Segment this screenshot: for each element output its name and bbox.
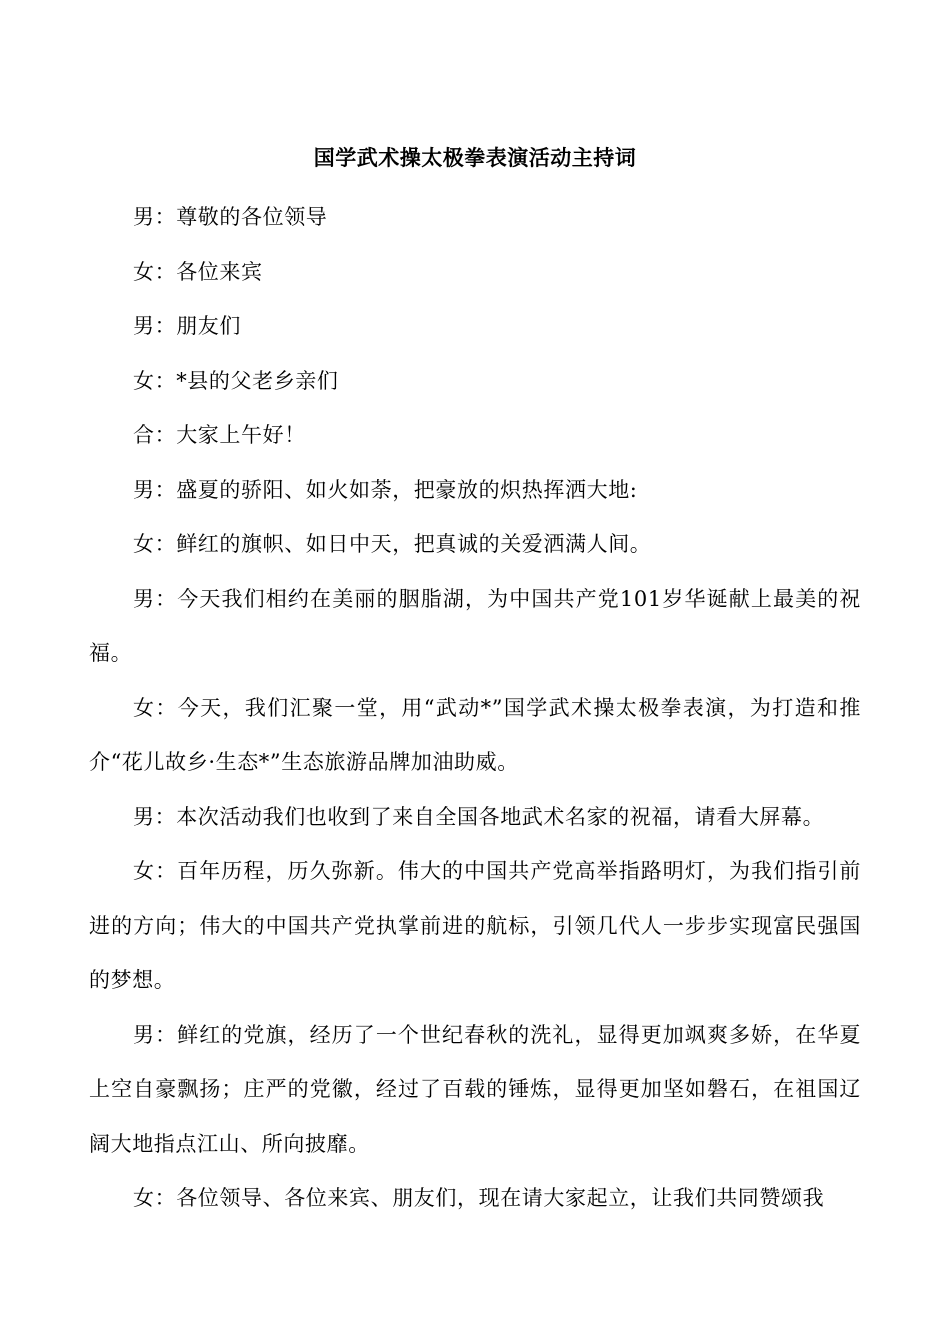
document-body xyxy=(89,190,861,1226)
paragraph: 合：大家上午好！ xyxy=(133,423,306,447)
paragraph: 男：朋友们 xyxy=(133,314,241,338)
paragraph: 男：鲜红的党旗，经历了一个世纪春秋的洗礼，显得更加飒爽多娇，在华夏上空自豪飘扬；庄严的党徽，经过了百载的锤炼，显得更加坚如磐石，在祖国辽阔大地指点江山、所向披靡。 xyxy=(89,1022,861,1156)
paragraph: 男：尊敬的各位领导 xyxy=(133,205,328,229)
paragraph: 女：百年历程，历久弥新。伟大的中国共产党高举指路明灯，为我们指引前进的方向；伟大的中国共产党执掌前进的航标，引领几代人一步步实现富民强国的梦想。 xyxy=(89,859,861,992)
paragraph: 女：鲜红的旗帜、如日中天，把真诚的关爱洒满人间。 xyxy=(133,532,652,556)
paragraph: 女：各位领导、各位来宾、朋友们，现在请大家起立，让我们共同赞颂我 xyxy=(133,1186,825,1210)
paragraph: 女：今天，我们汇聚一堂，用“武动*”国学武术操太极拳表演，为打造和推介“花儿故乡·生态*”生态旅游品牌加油助威。 xyxy=(89,695,861,774)
paragraph: 女：各位来宾 xyxy=(133,259,263,284)
paragraph: 男：今天我们相约在美丽的胭脂湖，为中国共产党101岁华诞献上最美的祝福。 xyxy=(89,586,861,665)
document-title: 国学武术操太极拳表演活动主持词 xyxy=(313,145,637,170)
paragraph: 男：盛夏的骄阳、如火如荼，把豪放的炽热挥洒大地: xyxy=(133,477,638,502)
paragraph: 女：*县的父老乡亲们 xyxy=(133,368,339,393)
paragraph: 男：本次活动我们也收到了来自全国各地武术名家的祝福，请看大屏幕。 xyxy=(133,804,825,829)
